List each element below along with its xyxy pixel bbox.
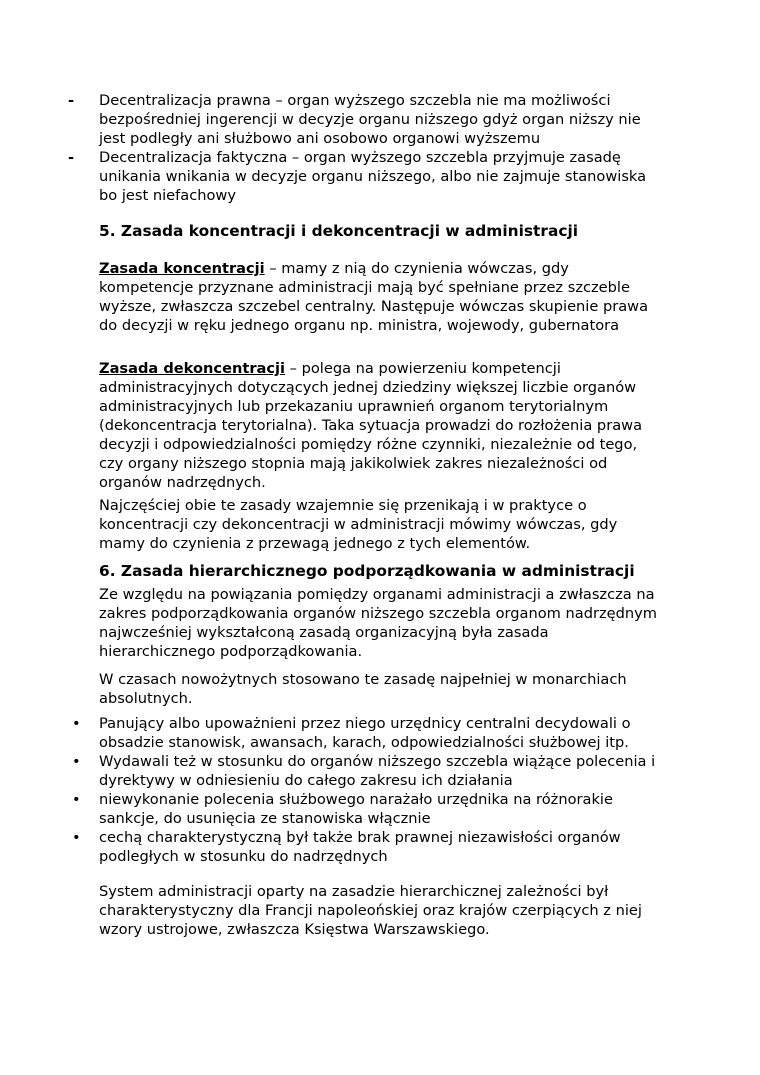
concentration-text: – mamy z nią do czynienia wówczas, gdy kompetencje przyznane administracji mają być spełniane przez szczeble wyższe, zwłaszcza szczebel centralny. Następuje wówczas skupienie prawa do decyzji w ręku jednego organu np. ministra, wojewody, gubernatora — [99, 260, 649, 334]
bullet-dot: • — [72, 829, 81, 846]
modern-times-paragraph: W czasach nowożytnych stosowano te zasadę najpełniej w monarchiach absolutnych. — [99, 671, 627, 707]
hierarchy-intro-paragraph: Ze względu na powiązania pomiędzy organami administracji a zwłaszcza na zakres podporządkowania organów niższego szczebla organom nadrzędnym najwcześniej wykształconą zasadą organizacyjną była zasada hierarchicznego podporządkowania. — [99, 586, 657, 660]
conclusion-paragraph: System administracji oparty na zasadzie hierarchicznej zależności był charakterystyczny dla Francji napoleońskiej oraz krajów czerpiących z niej wzory ustrojowe, zwłaszcza Księstwa Warszawskiego. — [99, 883, 642, 938]
dash-bullet: - — [68, 92, 75, 109]
decentralization-list — [0, 91, 760, 205]
list-item — [0, 752, 659, 790]
list-item-text: Panujący albo upoważnieni przez niego urzędnicy centralni decydowali o obsadzie stanowisk, awansach, karach, odpowiedzialności służbowej itp. — [99, 715, 631, 751]
dash-bullet: - — [68, 149, 75, 166]
section-6-heading: 6. Zasada hierarchicznego podporządkowania w administracji — [99, 562, 635, 580]
list-item — [0, 828, 659, 866]
deconcentration-term: Zasada dekoncentracji — [99, 360, 286, 377]
list-item-text: Decentralizacja faktyczna – organ wyższego szczebla przyjmuje zasadę unikania wnikania w decyzje organu niższego, albo nie zajmuje stanowiska bo jest niefachowy — [99, 149, 647, 204]
hierarchy-bullet-list — [0, 714, 760, 866]
bullet-dot: • — [72, 791, 81, 808]
list-item-text: cechą charakterystyczną był także brak prawnej niezawisłości organów podległych w stosunku do nadrzędnych — [99, 829, 621, 865]
list-item — [0, 91, 659, 148]
list-item — [0, 148, 659, 205]
bullet-dot: • — [72, 753, 81, 770]
concentration-paragraph — [99, 259, 664, 335]
list-item — [0, 714, 659, 752]
concentration-term: Zasada koncentracji — [99, 260, 265, 277]
bullet-dot: • — [72, 715, 81, 732]
list-item-text: niewykonanie polecenia służbowego narażało urzędnika na różnorakie sankcje, do usunięcia ze stanowiska włącznie — [99, 791, 613, 827]
summary-paragraph: Najczęściej obie te zasady wzajemnie się przenikają i w praktyce o koncentracji czy dekoncentracji w administracji mówimy wówczas, gdy mamy do czynienia z przewagą jednego z tych elementów. — [99, 497, 618, 552]
section-5-heading: 5. Zasada koncentracji i dekoncentracji w administracji — [99, 222, 579, 240]
list-item-text: Decentralizacja prawna – organ wyższego szczebla nie ma możliwości bezpośredniej ingerencji w decyzje organu niższego gdyż organ niższy nie jest podległy ani służbowo ani osobowo organowi wyższemu — [99, 92, 641, 147]
list-item-text: Wydawali też w stosunku do organów niższego szczebla wiążące polecenia i dyrektywy w odniesieniu do całego zakresu ich działania — [99, 753, 656, 789]
deconcentration-text: – polega na powierzeniu kompetencji administracyjnych dotyczących jednej dziedziny większej liczbie organów administracyjnych lub przekazaniu uprawnień organom terytorialnym (dekoncentracja terytorialna). Taka sytuacja prowadzi do rozłożenia prawa decyzji i odpowiedzialności pomiędzy różne czynniki, niezależnie od tego, czy organy niższego stopnia mają jakikolwiek zakres niezależności od organów nadrzędnych. — [99, 360, 643, 491]
deconcentration-paragraph — [99, 359, 664, 492]
list-item — [0, 790, 659, 828]
